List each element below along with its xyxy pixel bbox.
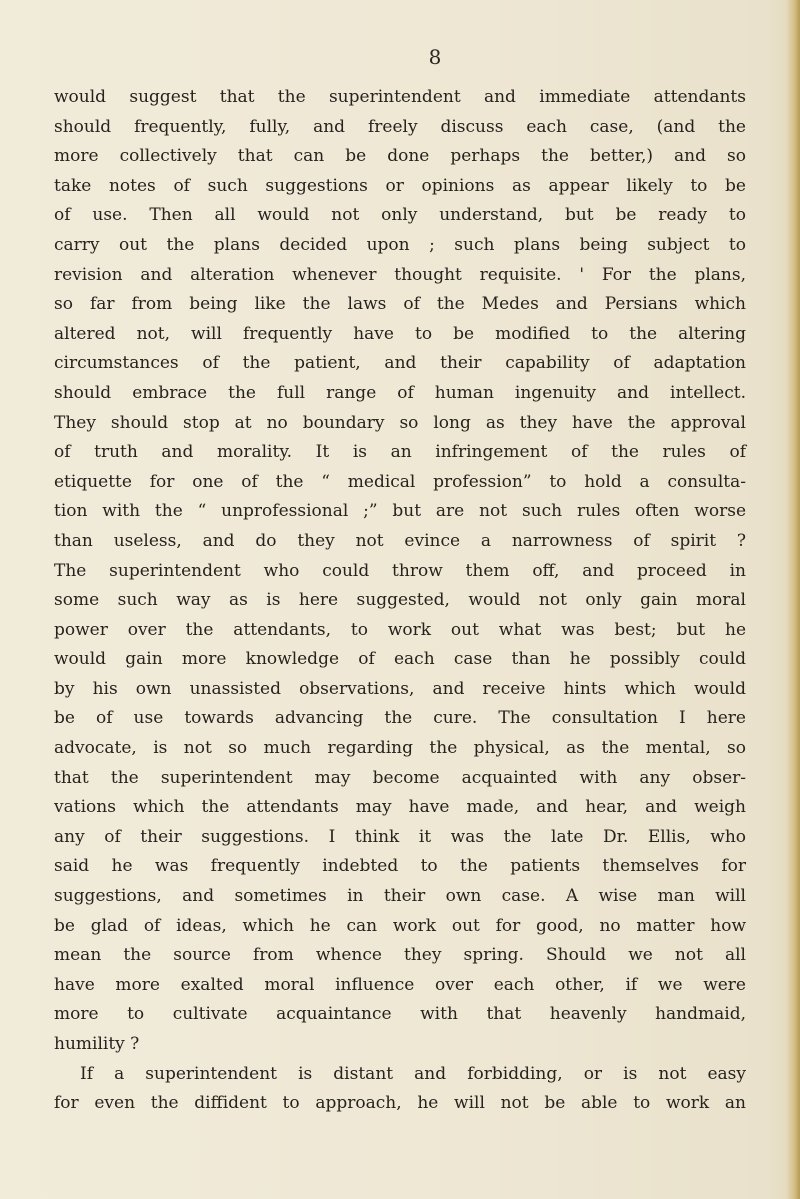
text-line: should frequently, fully, and freely discuss each case, (and the [54,116,746,137]
text-line: said he was frequently indebted to the patients themselves for [54,856,746,877]
text-line: more to cultivate acquaintance with that heavenly handmaid, [54,1004,746,1025]
text-line: take notes of such suggestions or opinions as appear likely to be [54,175,746,196]
text-line: be glad of ideas, which he can work out for good, no matter how [54,915,746,936]
text-line: have more exalted moral influence over each other, if we were [54,974,746,995]
text-line: would suggest that the superintendent and immediate attendants [54,87,746,107]
text-line: should embrace the full range of human ingenuity and intellect. [54,382,746,403]
text-line: power over the attendants, to work out what was best; but he [54,619,746,640]
text-line: The superintendent who could throw them off, and proceed in [54,560,746,581]
text-line: carry out the plans decided upon ; such plans being subject to [54,234,746,255]
page-number: 8 [428,45,442,69]
text-line: vations which the attendants may have made, and hear, and weigh [54,797,746,818]
text-line: suggestions, and sometimes in their own case. A wise man will [54,886,746,907]
text-line: than useless, and do they not evince a narrowness of spirit ? [54,530,746,551]
text-line: more collectively that can be done perhaps the better,) and so [54,146,746,167]
text-line: of truth and morality. It is an infringement of the rules of [54,442,746,463]
text-line: mean the source from whence they spring. Should we not all [54,945,746,966]
body-text [54,83,746,1119]
text-line: be of use towards advancing the cure. The consultation I here [54,708,746,729]
text-line: humility ? [54,1034,140,1054]
text-line: altered not, will frequently have to be modified to the altering [54,323,746,344]
page-edge-shadow [786,0,800,1199]
text-line: for even the diffident to approach, he will not be able to work an [54,1093,746,1114]
text-line: any of their suggestions. I think it was the late Dr. Ellis, who [54,826,746,847]
text-line: revision and alteration whenever thought requisite. ' For the plans, [54,264,746,285]
text-line: advocate, is not so much regarding the physical, as the mental, so [54,738,746,759]
text-line: would gain more knowledge of each case than he possibly could [54,649,746,670]
text-line: that the superintendent may become acquainted with any obser- [54,767,746,788]
text-line: If a superintendent is distant and forbidding, or is not easy [80,1063,746,1084]
text-line: circumstances of the patient, and their capability of adaptation [54,353,746,374]
text-line: They should stop at no boundary so long as they have the approval [54,412,746,433]
text-line: so far from being like the laws of the Medes and Persians which [54,294,746,315]
text-line: tion with the “ unprofessional ;” but are not such rules often worse [54,501,746,522]
text-line: by his own unassisted observations, and receive hints which would [54,678,746,699]
text-line: etiquette for one of the “ medical profession” to hold a consulta- [54,471,746,492]
text-line: of use. Then all would not only understand, but be ready to [54,205,746,226]
text-line: some such way as is here suggested, would not only gain moral [54,590,746,611]
